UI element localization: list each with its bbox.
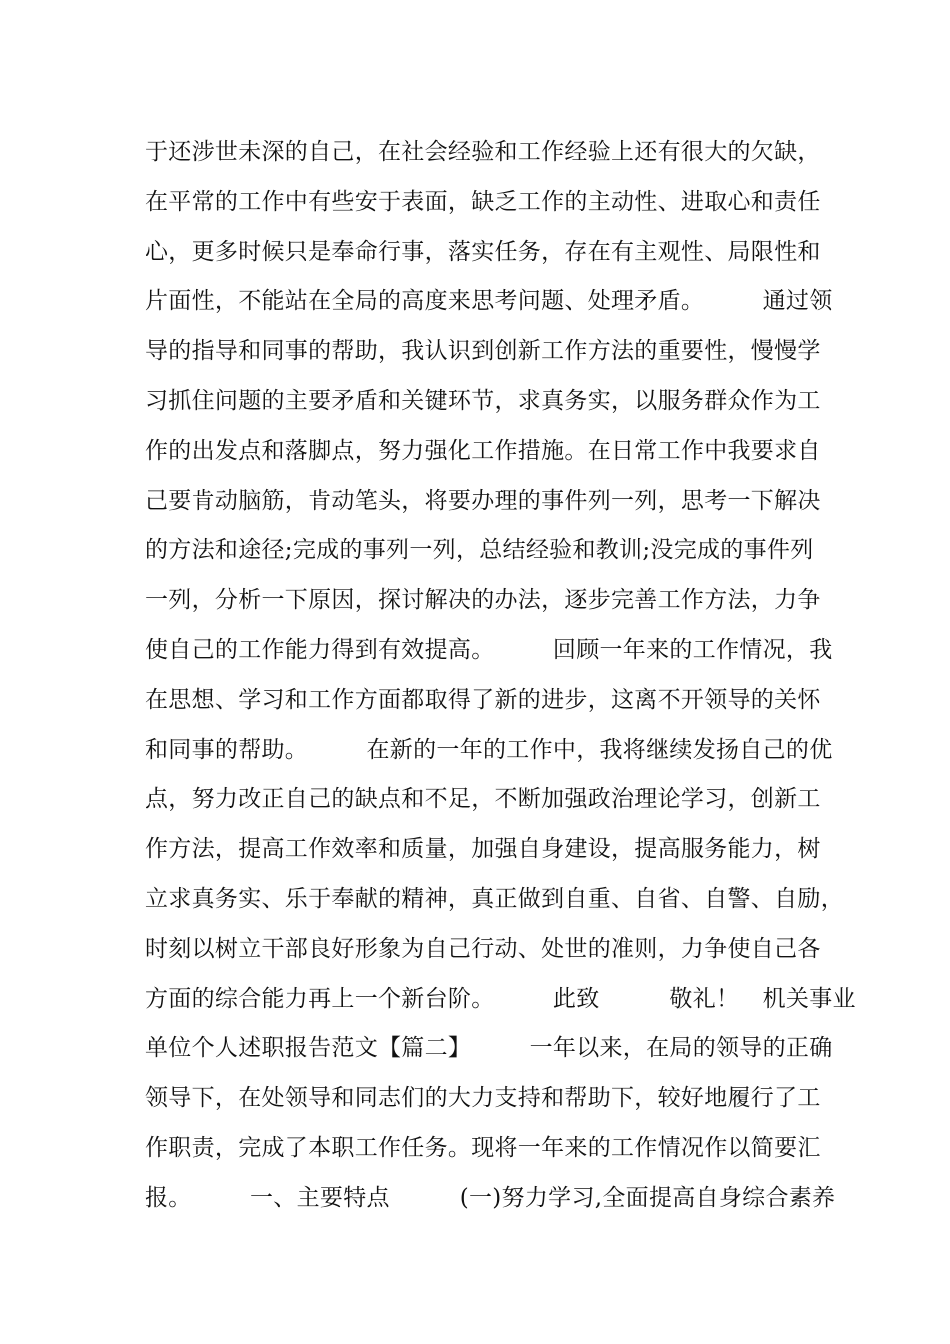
text-line: 报。 一、主要特点 (一)努力学习,全面提高自身综合素养 (145, 1184, 836, 1211)
text-line: 单位个人述职报告范文【篇二】 一年以来，在局的领导的正确 (145, 1035, 833, 1062)
text-line: 导的指导和同事的帮助，我认识到创新工作方法的重要性，慢慢学 (145, 338, 821, 365)
text-line: 习抓住问题的主要矛盾和关键环节，求真务实，以服务群众作为工 (145, 387, 821, 414)
text-line: 方面的综合能力再上一个新台阶。 此致 敬礼！ 机关事业 (145, 985, 856, 1012)
body-text (145, 128, 856, 1224)
text-line: 时刻以树立干部良好形象为自己行动、处世的准则，力争使自己各 (145, 935, 821, 962)
text-line: 于还涉世未深的自己，在社会经验和工作经验上还有很大的欠缺， (145, 139, 821, 165)
text-line: 点，努力改正自己的缺点和不足，不断加强政治理论学习，创新工 (145, 786, 821, 813)
text-line: 心，更多时候只是奉命行事，落实任务，存在有主观性、局限性和 (145, 238, 821, 265)
text-line: 的方法和途径;完成的事列一列，总结经验和教训;没完成的事件列 (145, 537, 814, 564)
text-line: 和同事的帮助。 在新的一年的工作中，我将继续发扬自己的优 (145, 736, 833, 763)
text-line: 作的出发点和落脚点，努力强化工作措施。在日常工作中我要求自 (145, 437, 821, 464)
text-line: 一列，分析一下原因，探讨解决的办法，逐步完善工作方法，力争 (145, 587, 821, 614)
text-line: 立求真务实、乐于奉献的精神，真正做到自重、自省、自警、自励， (145, 885, 844, 912)
text-line: 片面性，不能站在全局的高度来思考问题、处理矛盾。 通过领 (145, 288, 833, 315)
text-line: 使自己的工作能力得到有效提高。 回顾一年来的工作情况，我 (145, 636, 833, 663)
text-line: 在平常的工作中有些安于表面，缺乏工作的主动性、进取心和责任 (145, 188, 821, 215)
text-line: 作方法，提高工作效率和质量，加强自身建设，提高服务能力，树 (145, 836, 821, 863)
text-line: 己要肯动脑筋，肯动笔头，将要办理的事件列一列，思考一下解决 (145, 487, 821, 514)
text-line: 领导下，在处领导和同志们的大力支持和帮助下，较好地履行了工 (145, 1085, 821, 1112)
text-line: 作职责，完成了本职工作任务。现将一年来的工作情况作以简要汇 (145, 1134, 821, 1161)
text-line: 在思想、学习和工作方面都取得了新的进步，这离不开领导的关怀 (145, 686, 821, 713)
